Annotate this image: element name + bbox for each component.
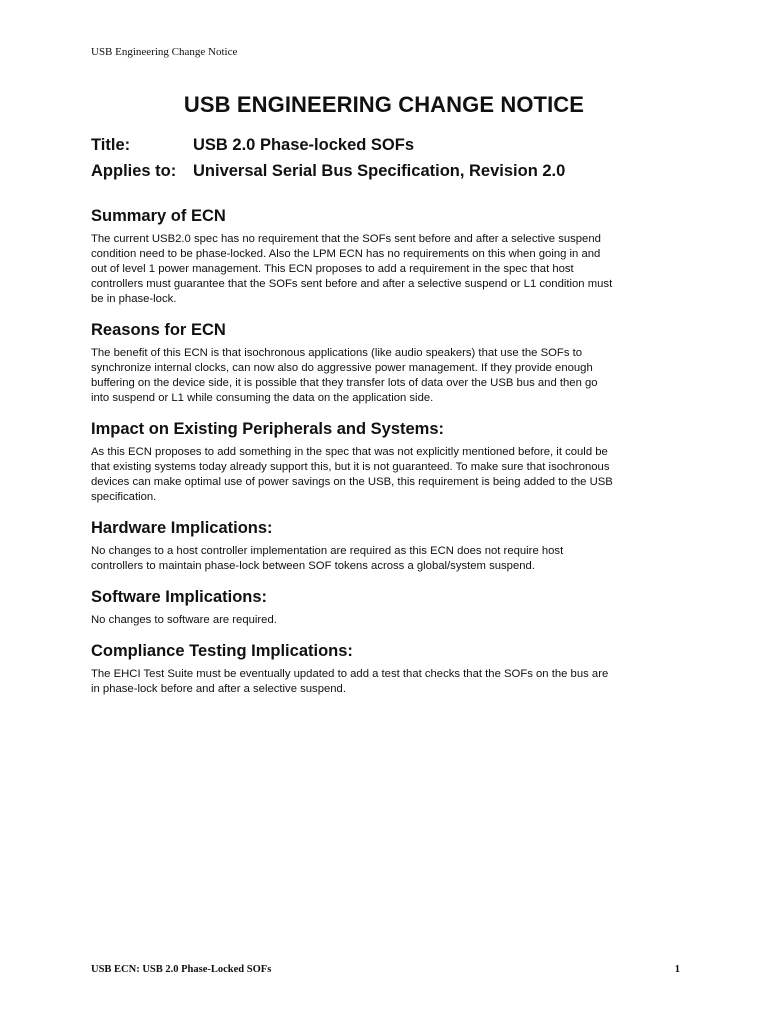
- section-body: No changes to software are required.: [91, 614, 277, 626]
- title-label: Title:: [91, 136, 131, 154]
- section-heading: Hardware Implications:: [91, 519, 273, 537]
- document-body: [91, 206, 681, 710]
- running-header: USB Engineering Change Notice: [91, 46, 238, 58]
- section-heading: Software Implications:: [91, 588, 268, 606]
- section-heading: Impact on Existing Peripherals and Systems:: [91, 420, 445, 438]
- section-compliance: [91, 641, 681, 697]
- applies-to-row: [91, 162, 566, 181]
- section-reasons: [91, 320, 681, 406]
- section-summary: [91, 206, 681, 307]
- page-footer: [91, 964, 680, 975]
- section-impact: [91, 419, 681, 505]
- section-hardware: [91, 518, 681, 574]
- applies-to-value: Universal Serial Bus Specification, Revision 2.0: [193, 162, 566, 180]
- page-number: 1: [674, 964, 680, 975]
- title-value: USB 2.0 Phase-locked SOFs: [193, 136, 415, 154]
- section-body: As this ECN proposes to add something in the spec that was not explicitly mentioned before, it could be that existing systems today already support this, but it is not guaranteed. To make sure that isochronous devices can make optimal use of power savings on the USB, this requirement is being added to the USB specification.: [91, 446, 613, 503]
- footer-document-name: USB ECN: USB 2.0 Phase-Locked SOFs: [91, 964, 272, 975]
- title-row: [91, 136, 415, 155]
- section-heading: Compliance Testing Implications:: [91, 642, 353, 660]
- section-heading: Summary of ECN: [91, 207, 226, 225]
- section-heading: Reasons for ECN: [91, 321, 226, 339]
- section-body: The EHCI Test Suite must be eventually updated to add a test that checks that the SOFs on the bus are in phase-lock before and after a selective suspend.: [91, 668, 609, 695]
- document-title: USB ENGINEERING CHANGE NOTICE: [183, 92, 585, 117]
- section-body: No changes to a host controller implementation are required as this ECN does not require host controllers to maintain phase-lock between SOF tokens across a global/system suspend.: [91, 545, 564, 572]
- section-body: The current USB2.0 spec has no requirement that the SOFs sent before and after a selective suspend condition need to be phase-locked. Also the LPM ECN has no requirements on this when going in and out of level 1 power management. This ECN proposes to add a requirement in the spec that host controllers must guarantee that the SOFs sent before and after a selective suspend or L1 condition must be in phase-lock.: [91, 233, 613, 305]
- section-software: [91, 587, 681, 628]
- applies-to-label: Applies to:: [91, 162, 177, 180]
- section-body: The benefit of this ECN is that isochronous applications (like audio speakers) that use the SOFs to synchronize internal clocks, can now also do aggressive power management. If they provide enough buffering on the device side, it is possible that they transfer lots of data over the USB bus and then go into suspend or L1 while consuming the data on the application side.: [91, 347, 598, 404]
